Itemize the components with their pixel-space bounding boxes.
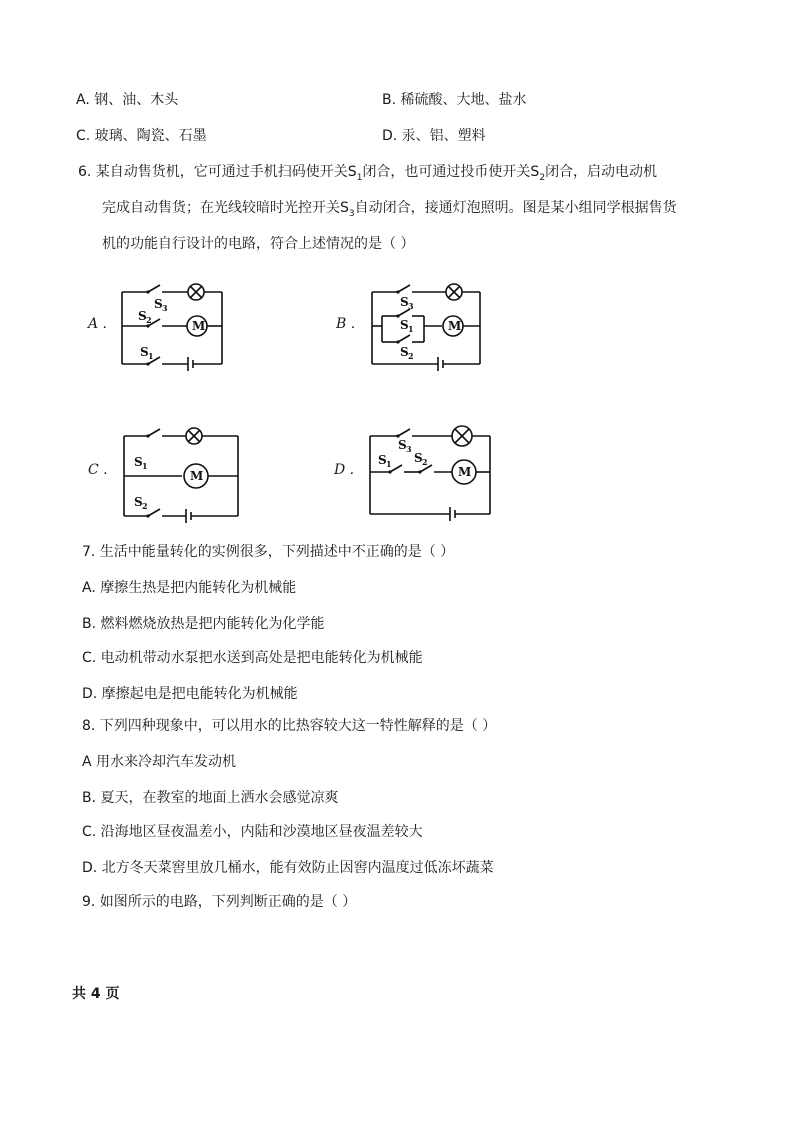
q5-option-c: C. 玻璃、陶瓷、石墨 — [76, 128, 207, 144]
q6-stem-line2-text-a: 完成自动售货；在光线较暗时光控开关S — [102, 200, 349, 216]
q7-option-d: D. 摩擦起电是把电能转化为机械能 — [82, 686, 298, 702]
svg-text:M: M — [448, 319, 462, 333]
circuit-b-label: B . — [336, 316, 356, 332]
svg-text:S: S — [400, 318, 409, 332]
q8-option-d: D. 北方冬天菜窖里放几桶水，能有效防止因窖内温度过低冻坏蔬菜 — [82, 860, 494, 876]
svg-text:S: S — [154, 297, 163, 311]
q6-stem-line1-text-b: 闭合，也可通过投币使开关S — [362, 164, 540, 180]
svg-text:M: M — [190, 469, 204, 483]
circuit-c-diagram — [110, 418, 250, 528]
q6-s1-subscript: 1 — [356, 173, 363, 183]
q5-option-b: B. 稀硫酸、大地、盐水 — [382, 92, 527, 108]
svg-text:S: S — [414, 451, 423, 465]
q8-option-b: B. 夏天，在教室的地面上洒水会感觉凉爽 — [82, 790, 339, 806]
q8-option-a: A 用水来冷却汽车发动机 — [82, 754, 237, 770]
svg-text:S: S — [400, 345, 409, 359]
q6-s2-subscript: 2 — [539, 173, 546, 183]
q6-stem-line1 — [78, 162, 657, 184]
svg-text:S: S — [378, 453, 387, 467]
q7-option-c: C. 电动机带动水泵把水送到高处是把电能转化为机械能 — [82, 650, 423, 666]
circuit-c-label: C . — [88, 462, 108, 478]
svg-text:3: 3 — [162, 303, 168, 313]
svg-text:S: S — [140, 345, 149, 359]
q7-stem: 7. 生活中能量转化的实例很多，下列描述中不正确的是（ ） — [82, 544, 455, 560]
svg-text:2: 2 — [408, 351, 414, 361]
page-count-footer: 共 4 页 — [72, 986, 120, 1002]
svg-text:S: S — [134, 495, 143, 509]
q6-stem-line2 — [102, 198, 677, 220]
q6-stem-line1-text-a: 6. 某自动售货机，它可通过手机扫码使开关S — [78, 164, 357, 180]
svg-text:1: 1 — [386, 459, 392, 469]
svg-text:M: M — [458, 465, 472, 479]
svg-text:2: 2 — [142, 501, 148, 511]
svg-text:M: M — [192, 319, 206, 333]
svg-text:S: S — [398, 438, 407, 452]
q6-stem-line1-text-c: 闭合，启动电动机 — [545, 164, 658, 180]
q7-option-b: B. 燃料燃烧放热是把内能转化为化学能 — [82, 616, 325, 632]
svg-text:S: S — [134, 455, 143, 469]
q5-option-d: D. 汞、铝、塑料 — [382, 128, 486, 144]
svg-text:2: 2 — [422, 457, 428, 467]
circuit-a-diagram — [110, 272, 240, 382]
q9-stem: 9. 如图所示的电路，下列判断正确的是（ ） — [82, 894, 357, 910]
circuit-d-diagram — [358, 418, 498, 528]
q7-option-a: A. 摩擦生热是把内能转化为机械能 — [82, 580, 297, 596]
svg-text:S: S — [400, 295, 409, 309]
q6-stem-line3: 机的功能自行设计的电路，符合上述情况的是（ ） — [102, 236, 415, 252]
circuit-b-diagram — [358, 272, 488, 382]
q6-s3-subscript: 3 — [348, 209, 355, 219]
circuit-a-label: A . — [88, 316, 108, 332]
svg-text:3: 3 — [406, 444, 412, 454]
circuit-d-label: D . — [334, 462, 355, 478]
svg-text:1: 1 — [142, 461, 148, 471]
q6-stem-line2-text-b: 自动闭合，接通灯泡照明。图是某小组同学根据售货 — [354, 200, 677, 216]
svg-text:2: 2 — [146, 315, 152, 325]
q5-option-a: A. 钢、油、木头 — [76, 92, 179, 108]
svg-text:S: S — [138, 309, 147, 323]
svg-text:1: 1 — [148, 351, 154, 361]
svg-text:1: 1 — [408, 324, 414, 334]
svg-text:3: 3 — [408, 301, 414, 311]
q8-option-c: C. 沿海地区昼夜温差小，内陆和沙漠地区昼夜温差较大 — [82, 824, 423, 840]
q8-stem: 8. 下列四种现象中，可以用水的比热容较大这一特性解释的是（ ） — [82, 718, 497, 734]
